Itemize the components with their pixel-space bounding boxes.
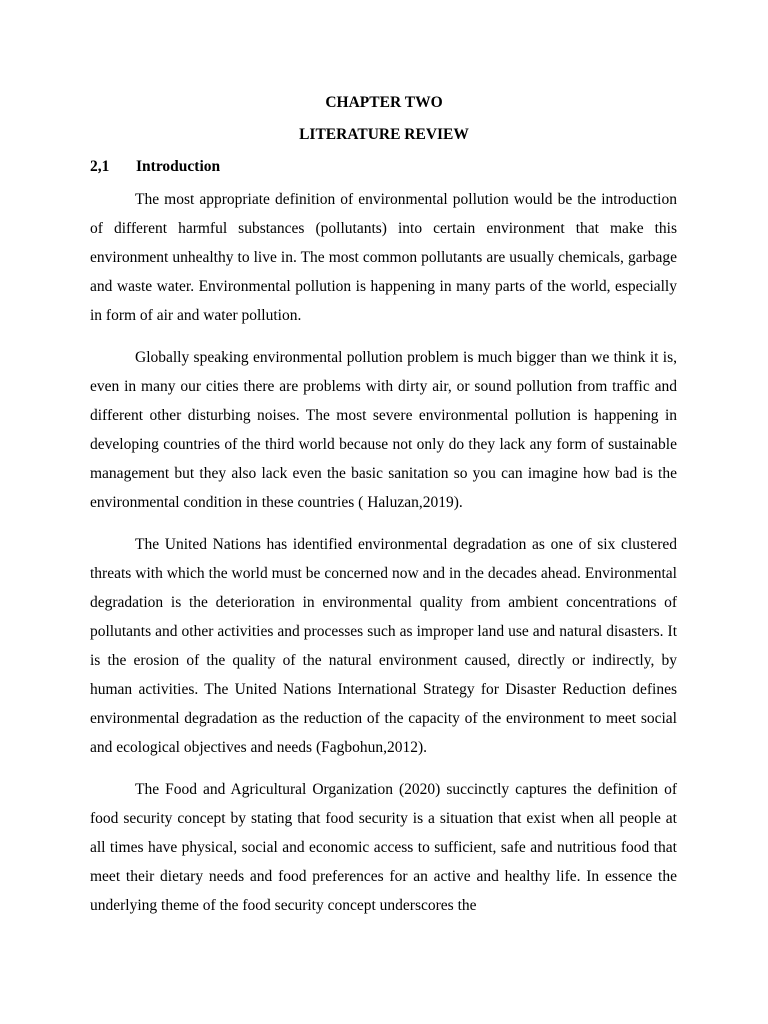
section-number: 2,1 [90, 158, 110, 175]
section-heading [90, 158, 220, 176]
section-heading-title: Introduction [136, 158, 221, 175]
paragraph-2: Globally speaking environmental pollution problem is much bigger than we think it is, even in many our cities there are problems with dirty air, or sound pollution from traffic and different other disturbing noises. The most severe environmental pollution is happening in developing countries of the third world because not only do they lack any form of sustainable management but they also lack even the basic sanitation so you can imagine how bad is the environmental condition in these countries ( Haluzan,2019). [90, 349, 677, 511]
paragraph-3: The United Nations has identified environmental degradation as one of six clustered threats with which the world must be concerned now and in the decades ahead. Environmental degradation is the deterioration in environmental quality from ambient concentrations of pollutants and other activities and processes such as improper land use and natural disasters. It is the erosion of the quality of the natural environment caused, directly or indirectly, by human activities. The United Nations International Strategy for Disaster Reduction defines environmental degradation as the reduction of the capacity of the environment to meet social and ecological objectives and needs (Fagbohun,2012). [90, 536, 677, 756]
section-title: LITERATURE REVIEW [299, 126, 469, 143]
paragraph-1: The most appropriate definition of environmental pollution would be the introduction of different harmful substances (pollutants) into certain environment that make this environment unhealthy to live in. The most common pollutants are usually chemicals, garbage and waste water. Environmental pollution is happening in many parts of the world, especially in form of air and water pollution. [90, 191, 677, 324]
chapter-title: CHAPTER TWO [325, 94, 443, 111]
paragraph-4: The Food and Agricultural Organization (2020) succinctly captures the definition of food security concept by stating that food security is a situation that exist when all people at all times have physical, social and economic access to sufficient, safe and nutritious food that meet their dietary needs and food preferences for an active and healthy life. In essence the underlying theme of the food security concept underscores the [90, 781, 677, 914]
